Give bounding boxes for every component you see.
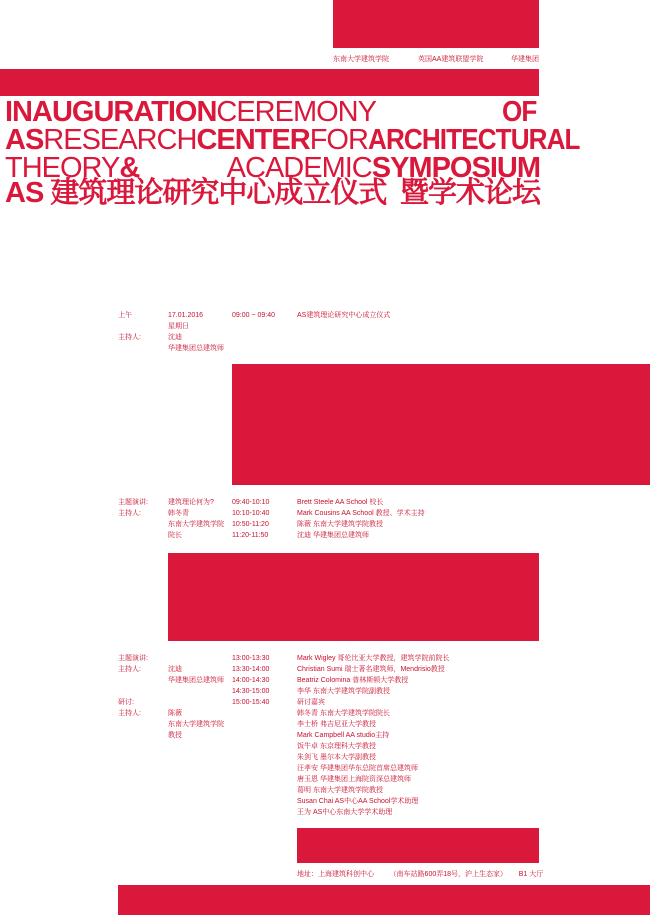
title-word-research: RESEARCH: [43, 124, 197, 156]
institution-seu: 东南大学建筑学院: [333, 56, 389, 63]
s3-speaker-9: 饭牛卓 东京理科大学教授: [297, 743, 376, 750]
s3-disc-label: 研讨:: [118, 699, 134, 706]
institution-aa: 英国AA建筑联盟学院: [418, 56, 484, 63]
title-word-as: AS: [5, 124, 44, 156]
s1-host-label: 主持人:: [118, 334, 141, 341]
s3-speaker-6: 韩冬青 东南大学建筑学院院长: [297, 710, 390, 717]
s3-speaker-8: Mark Campbell AA studio主持: [297, 732, 390, 739]
institution-arcplus: 华建集团: [511, 56, 539, 63]
s2-theme-label: 主题演讲:: [118, 499, 148, 506]
s3-speaker-12: 唐玉恩 华建集团上海院资深总建筑师: [297, 776, 411, 783]
title-word-center: CENTER: [196, 124, 310, 156]
red-block-3: [297, 828, 539, 863]
s3-host-title: 华建集团总建筑师: [168, 677, 224, 684]
red-block-2: [168, 553, 539, 641]
s3-time-4: 14:30-15:00: [232, 688, 270, 695]
title-word-symposium: SYMPOSIUM: [371, 152, 540, 184]
s3-speaker-2: Christian Sumi 瑞士著名建筑师，Mendrisio教授: [297, 666, 445, 673]
title-word-for: FOR: [309, 124, 368, 156]
title-line-4: [5, 177, 540, 209]
s3-disc-host-org: 东南大学建筑学院: [168, 721, 224, 728]
title-line-2: [5, 124, 580, 156]
s1-host-title: 华建集团总建筑师: [168, 345, 224, 352]
s2-host-label: 主持人:: [118, 510, 141, 517]
bottom-red-band: [118, 885, 650, 915]
s3-disc-host-title: 教授: [168, 732, 182, 739]
title-word-theory: THEORY: [5, 152, 120, 184]
s3-time-3: 14:00-14:30: [232, 677, 270, 684]
s3-time-1: 13:00-13:30: [232, 655, 270, 662]
s2-time-4: 11:20-11:50: [232, 532, 269, 539]
header-red-band: [0, 69, 539, 96]
red-block-1: [232, 364, 650, 485]
title-word-academic: ACADEMIC: [226, 152, 372, 184]
top-red-block: [333, 0, 539, 48]
title-line-1: [5, 96, 540, 128]
s3-speaker-3: Beatriz Colomina 普林斯顿大学教授: [297, 677, 409, 684]
s1-date: 17.01.2016: [168, 312, 204, 319]
s3-speaker-14: Susan Chai AS中心AA School学术助理: [297, 798, 419, 805]
s3-speaker-15: 王为 AS中心东南大学学术助理: [297, 809, 393, 816]
title-chinese-left: AS 建筑理论研究中心成立仪式: [5, 177, 387, 209]
s3-speaker-11: 汪孝安 华建集团华东总院首席总建筑师: [297, 765, 418, 772]
title-word-inauguration: INAUGURATION: [5, 96, 217, 128]
s2-speaker-1: Brett Steele AA School 校长: [297, 499, 384, 506]
title-word-of: OF: [501, 96, 537, 128]
s2-speaker-4: 沈迪 华建集团总建筑师: [297, 532, 369, 539]
s2-host-org: 东南大学建筑学院: [168, 521, 224, 528]
s1-time: 09:00 ~ 09:40: [232, 312, 276, 319]
s2-time-1: 09:40-10:10: [232, 499, 270, 506]
s1-period: 上午: [118, 312, 132, 319]
s3-theme-label: 主题演讲:: [118, 655, 148, 662]
s3-disc-host: 陈薇: [168, 710, 182, 717]
footer-address: 地址：上海建筑科创中心 （南车站路600弄18号，沪上生态家） B1 大厅: [297, 871, 544, 878]
s2-speaker-2: Mark Cousins AA School 教授、学术主持: [297, 510, 425, 517]
s1-host: 沈迪: [168, 334, 182, 341]
s3-speaker-7: 李士桥 弗吉尼亚大学教授: [297, 721, 376, 728]
s2-time-3: 10:50-11:20: [232, 521, 269, 528]
s3-speaker-10: 朱剑飞 墨尔本大学副教授: [297, 754, 376, 761]
s3-host: 沈迪: [168, 666, 182, 673]
title-ampersand: &: [119, 152, 140, 184]
s2-host: 韩冬青: [168, 510, 189, 517]
s3-time-5: 15:00-15:40: [232, 699, 270, 706]
s2-speaker-3: 陈薇 东南大学建筑学院教授: [297, 521, 383, 528]
s2-host-title: 院长: [168, 532, 182, 539]
s2-time-2: 10:10-10:40: [232, 510, 270, 517]
s3-host-label: 主持人:: [118, 666, 141, 673]
title-word-architectural: ARCHITECTURAL: [367, 124, 580, 156]
title-chinese-right: 暨学术论坛: [399, 177, 540, 209]
s1-event: AS建筑理论研究中心成立仪式: [297, 312, 391, 319]
title-word-ceremony: CEREMONY: [216, 96, 376, 128]
s3-speaker-5: 研讨嘉宾: [297, 699, 325, 706]
s3-time-2: 13:30-14:00: [232, 666, 270, 673]
s2-theme: 建筑理论何为?: [168, 499, 214, 506]
s3-speaker-13: 葛明 东南大学建筑学院教授: [297, 787, 383, 794]
s3-speaker-1: Mark Wigley 哥伦比亚大学教授，建筑学院前院长: [297, 655, 450, 662]
s3-speaker-4: 李华 东南大学建筑学院副教授: [297, 688, 390, 695]
s3-disc-host-label: 主持人:: [118, 710, 141, 717]
s1-weekday: 星期日: [168, 323, 189, 330]
